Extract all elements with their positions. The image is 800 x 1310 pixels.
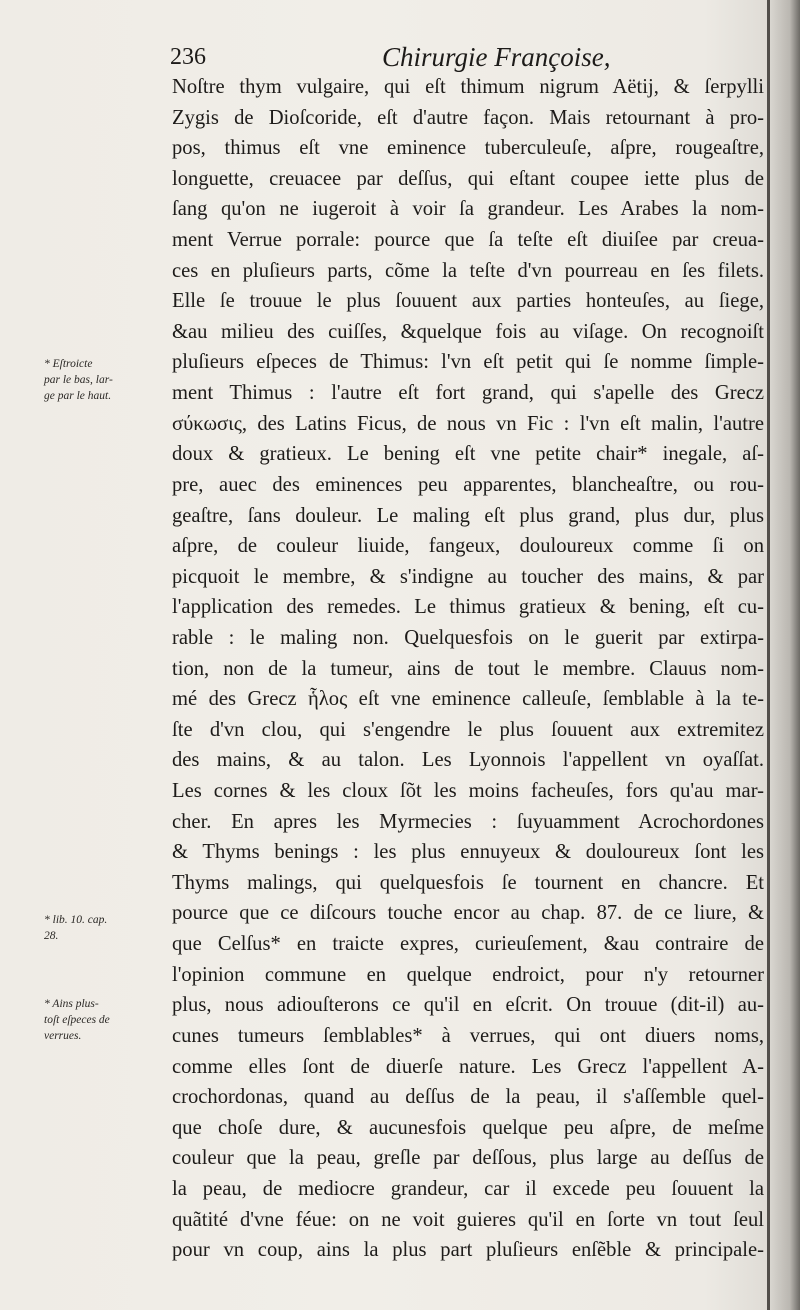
text-line: Thyms malings, qui quelquesfois ſe tournent en chancre. Et [172,871,764,894]
page-edge-shadow [766,0,800,1310]
text-line: pource que ce diſcours touche encor au chap. 87. de ce liure, & [172,902,764,925]
text-line: & Thyms benings : les plus ennuyeux & douloureux ſont les [172,841,764,864]
margin-note-line: * Ains plus- [44,998,99,1010]
text-line: pour vn coup, ains la plus part pluſieurs enſẽble & principale- [172,1239,764,1262]
text-line: ment Verrue porrale: pource que ſa teſte eſt diuiſee par creua- [172,229,764,252]
text-line: pos, thimus eſt vne eminence tuberculeuſe, aſpre, rougeaſtre, [172,137,764,160]
text-line: ces en pluſieurs parts, cõme la teſte d'vn pourreau en ſes filets. [172,259,764,282]
page-number: 236 [170,44,206,70]
text-line: plus, nous adiouſterons ce qu'il en eſcrit. On trouue (dit-il) au- [172,994,764,1017]
margin-note [44,912,174,944]
margin-note-line: toſt eſpeces de [44,1014,110,1026]
text-line: pre, auec des eminences peu apparentes, blancheaſtre, ou rou- [172,473,764,496]
text-line: l'application des remedes. Le thimus gratieux & bening, eſt cu- [172,596,764,619]
text-line: comme elles ſont de diuerſe nature. Les Grecz l'appellent A- [172,1055,764,1078]
text-line: Elle ſe trouue le plus ſouuent aux parties honteuſes, au ſiege, [172,290,764,313]
text-line: quãtité d'vne féue: on ne voit guieres qu'il en ſorte vn tout ſeul [172,1208,764,1231]
text-line: ſang qu'on ne iugeroit à voir ſa grandeur. Les Arabes la nom- [172,198,764,221]
text-line: picquoit le membre, & s'indigne au toucher des mains, & par [172,565,764,588]
text-line: Zygis de Dioſcoride, eſt d'autre façon. Mais retournant à pro- [172,106,764,129]
text-line: rable : le maling non. Quelquesfois on le guerit par extirpa- [172,626,764,649]
margin-note-line: 28. [44,930,59,942]
running-title: Chirurgie Françoise, [382,42,611,72]
text-line: longuette, creuacee par deſſus, qui eſtant coupee iette plus de [172,167,764,190]
margin-note [44,996,174,1044]
text-line: σύκωσις, des Latins Ficus, de nous vn Fic : l'vn eſt malin, l'autre [172,412,764,435]
body-text [172,72,764,1266]
text-line: que choſe dure, & aucunesfois quelque peu aſpre, de meſme [172,1116,764,1139]
text-line: &au milieu des cuiſſes, &quelque fois au viſage. On recognoiſt [172,320,764,343]
text-line: Noſtre thym vulgaire, qui eſt thimum nigrum Aëtij, & ſerpylli [172,76,764,98]
margin-note-line: * Eſtroicte [44,358,93,370]
text-line: que Celſus* en traicte expres, curieuſement, &au contraire de [172,933,764,956]
text-line: ſte d'vn clou, qui s'engendre le plus ſouuent aux extremitez [172,718,764,741]
text-line: la peau, de mediocre grandeur, car il excede peu ſouuent la [172,1177,764,1200]
text-line: cunes tumeurs ſemblables* à verrues, qui ont diuers noms, [172,1024,764,1047]
text-line: geaſtre, ſans douleur. Le maling eſt plus grand, plus dur, plus [172,504,764,527]
text-line: crochordonas, quand au deſſus de la peau, il s'aſſemble quel- [172,1086,764,1109]
text-line: aſpre, de couleur liuide, fangeux, douloureux comme ſi on [172,535,764,558]
text-line: des mains, & au talon. Les Lyonnois l'appellent vn oyaſſat. [172,749,764,772]
text-line: doux & gratieux. Le bening eſt vne petite chair* inegale, aſ- [172,443,764,466]
margin-note-line: * lib. 10. cap. [44,914,108,926]
text-line: ment Thimus : l'autre eſt fort grand, qui s'apelle des Grecz [172,382,764,405]
margin-note-line: ge par le haut. [44,390,112,402]
text-line: l'opinion commune en quelque endroict, pour n'y retourner [172,963,764,986]
text-line: tion, non de la tumeur, ains de tout le membre. Clauus nom- [172,657,764,680]
page-header [170,44,730,74]
text-line: Les cornes & les cloux ſõt les moins facheuſes, fors qu'au mar- [172,780,764,803]
margin-note-line: verrues. [44,1030,82,1042]
page-edge-line [767,0,770,1310]
text-line: cher. En apres les Myrmecies : ſuyuamment Acrochordones [172,810,764,833]
text-line: pluſieurs eſpeces de Thimus: l'vn eſt petit qui ſe nomme ſimple- [172,351,764,374]
margin-note-line: par le bas, lar- [44,374,113,386]
text-line: mé des Grecz ἧλος eſt vne eminence calleuſe, ſemblable à la te- [172,688,764,711]
text-line: couleur que la peau, greſle par deſſous, plus large au deſſus de [172,1147,764,1170]
margin-note [44,356,174,404]
